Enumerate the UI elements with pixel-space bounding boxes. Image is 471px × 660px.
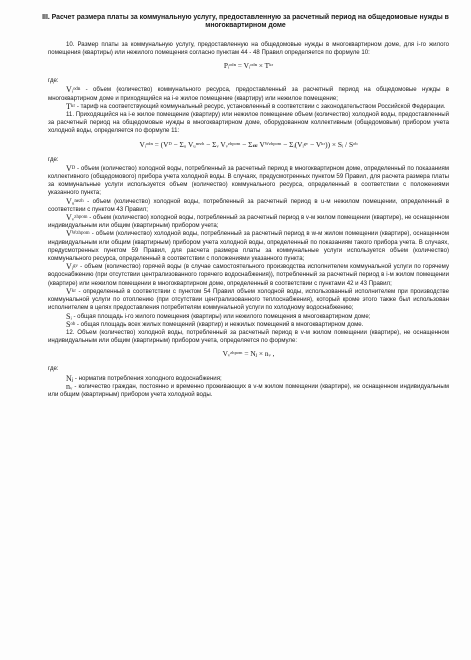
paragraph-12: 12. Объем (количество) холодной воды, потребленный за расчетный период в v-м жилом помещении (квартире), не оснащенном индивидуальным или общим (квартирным) прибором учета, определяется по формуле: <box>48 328 449 345</box>
definition-text: - объем (количество) холодной воды, потребленный за расчетный период в w-м жилом помещении (квартире), оснащенном индивидуальным или общим (квартирным) прибором учета холодной воды, определенный по показаниям такого прибора учета. В случаях, предусмотренных пунктом 59 Правил, для расчета размера платы за коммунальные услуги используется объем (количество) коммунального ресурса, определенный в соответствии с положениями указанного пункта; <box>48 230 449 263</box>
symbol-si: Sᵢ <box>66 311 72 321</box>
symbol-nj: Nⱼ <box>66 373 74 383</box>
where-label: где: <box>48 365 59 373</box>
definition-text: - количество граждан, постоянно и временно проживающих в v-м жилом помещении (квартире), не оснащенном индивидуальным или общим (квартирным) прибором учета холодной воды. <box>48 382 449 398</box>
definition-nj <box>48 375 449 383</box>
paragraph-11: 11. Приходящийся на i-е жилое помещение (квартиру) или нежилое помещение объем (количество) холодной воды, предоставленный за расчетный период на общедомовые нужды в многоквартирном доме, оборудованном коллективным (общедомовым) прибором учета холодной воды, определяется по формуле 11: <box>48 111 449 135</box>
definition-text: - общая площадь i-го жилого помещения (квартиры) или нежилого помещения в многоквартирном доме; <box>71 312 371 320</box>
where-label: где: <box>48 155 59 163</box>
definition-tkr <box>48 103 449 111</box>
definition-vi-odn <box>48 86 449 102</box>
symbol-nv: nᵥ <box>66 381 73 391</box>
symbol-vkr: Vᵏʳ <box>66 286 77 296</box>
definition-vu <box>48 198 449 214</box>
symbol-vu: Vᵤⁿᵉᶻʰ <box>66 196 84 206</box>
symbol-vv: Vᵥᶻʰᵖᵒᵐ <box>66 213 88 223</box>
formula-12: Vᵥᶻʰᵖᵒᵐ = Nⱼ × nᵥ , <box>222 349 275 359</box>
definition-text: - объем (количество) холодной воды, потребленный за расчетный период в u-м нежилом помещении, определенный в соответствии с пунктом 43 Правил; <box>48 197 449 213</box>
definition-text: - объем (количество) горячей воды (в случае самостоятельного производства исполнителем коммунальной услуги по горячему водоснабжению (при отсутствии централизованного горячего водоснабжения)), потребленный за расчетный период в i-м жилом помещении (квартире) или нежилом помещении в многоквартирном доме, определенный в соответствии с пунктами 42 и 43 Правил; <box>48 263 449 287</box>
definition-si <box>48 313 449 321</box>
definition-text: - объем (количество) коммунального ресурса, предоставленный за расчетный период на общедомовые нужды в многоквартирном доме и приходящийся на i-е жилое помещение (квартиру) или нежилое помещение; <box>48 86 449 102</box>
formula-10: Pᵢᵒᵈⁿ = Vᵢᵒᵈⁿ × Tᵏʳ <box>223 61 274 71</box>
definition-vw <box>48 230 449 263</box>
where-label: где: <box>48 77 59 85</box>
paragraph-10: 10. Размер платы за коммунальную услугу, предоставленную на общедомовые нужды в многоквартирном доме, для i-го жилого помещения (квартиры) или нежилого помещения согласно пунктам 44 - 48 Правил определяется по формуле 10: <box>48 40 449 57</box>
definition-vkr <box>48 288 449 313</box>
symbol-vgv: Vᵢᵍᵛ <box>66 262 78 272</box>
symbol-vw: Vᵂᶻʰᵖᵒᵐ <box>66 229 90 239</box>
definition-nv <box>48 383 449 399</box>
definition-vv <box>48 214 449 230</box>
definition-vgv <box>48 263 449 288</box>
section-title: III. Расчет размера платы за коммунальную услугу, предоставленную за расчетный период на общедомовые нужды в многоквартирном доме <box>42 14 449 30</box>
symbol-vi-odn: Vᵢᵒᵈⁿ <box>66 85 81 95</box>
definition-vd <box>48 165 449 198</box>
definition-text: - определенный в соответствии с пунктом 54 Правил объем холодной воды, использованный исполнителем при производстве коммунальной услуги по отоплению (при отсутствии централизованного теплоснабжения), который кроме этого также был использован исполнителем в целях предоставления потребителям коммунальной услуги по холодному водоснабжению; <box>48 287 449 312</box>
definition-text: - объем (количество) холодной воды, потребленный за расчетный период в v-м жилом помещении (квартире), не оснащенном индивидуальным или общим (квартирным) прибором учета; <box>48 214 449 230</box>
definition-sob <box>48 321 449 329</box>
symbol-sob: Sᵒᵇ <box>66 319 76 329</box>
formula-11: Vᵢᵒᵈⁿ = (Vᴰ − Σᵤ Vᵤⁿᵉᶻʰ − Σᵥ Vᵥᶻʰᵖᵒᵐ − Σ𝓌 Vᵂᶻʰᵖᵒᵐ − Σᵢ(Vᵢᵍᵛ − Vᵏʳ)) × Sᵢ / Sᵒᵇ <box>139 139 358 149</box>
definition-text: - тариф на соответствующий коммунальный ресурс, установленный в соответствии с законодательством Российской Федерации. <box>75 102 446 110</box>
symbol-tkr: Tᵏʳ <box>66 101 76 111</box>
definition-text: - объем (количество) холодной воды, потребленный за расчетный период в многоквартирном доме, определенный по показаниям коллективного (общедомового) прибора учета холодной воды. В случаях, предусмотренных пунктом 59 Правил, для расчета размера платы за коммунальные услуги используется объем (количество) коммунального ресурса, определенный в соответствии с положениями указанного пункта; <box>48 164 449 197</box>
definition-text: - норматив потребления холодного водоснабжения; <box>73 374 222 382</box>
definition-text: - общая площадь всех жилых помещений (квартир) и нежилых помещений в многоквартирном доме. <box>75 320 364 328</box>
symbol-vd: Vᴰ <box>66 163 76 173</box>
